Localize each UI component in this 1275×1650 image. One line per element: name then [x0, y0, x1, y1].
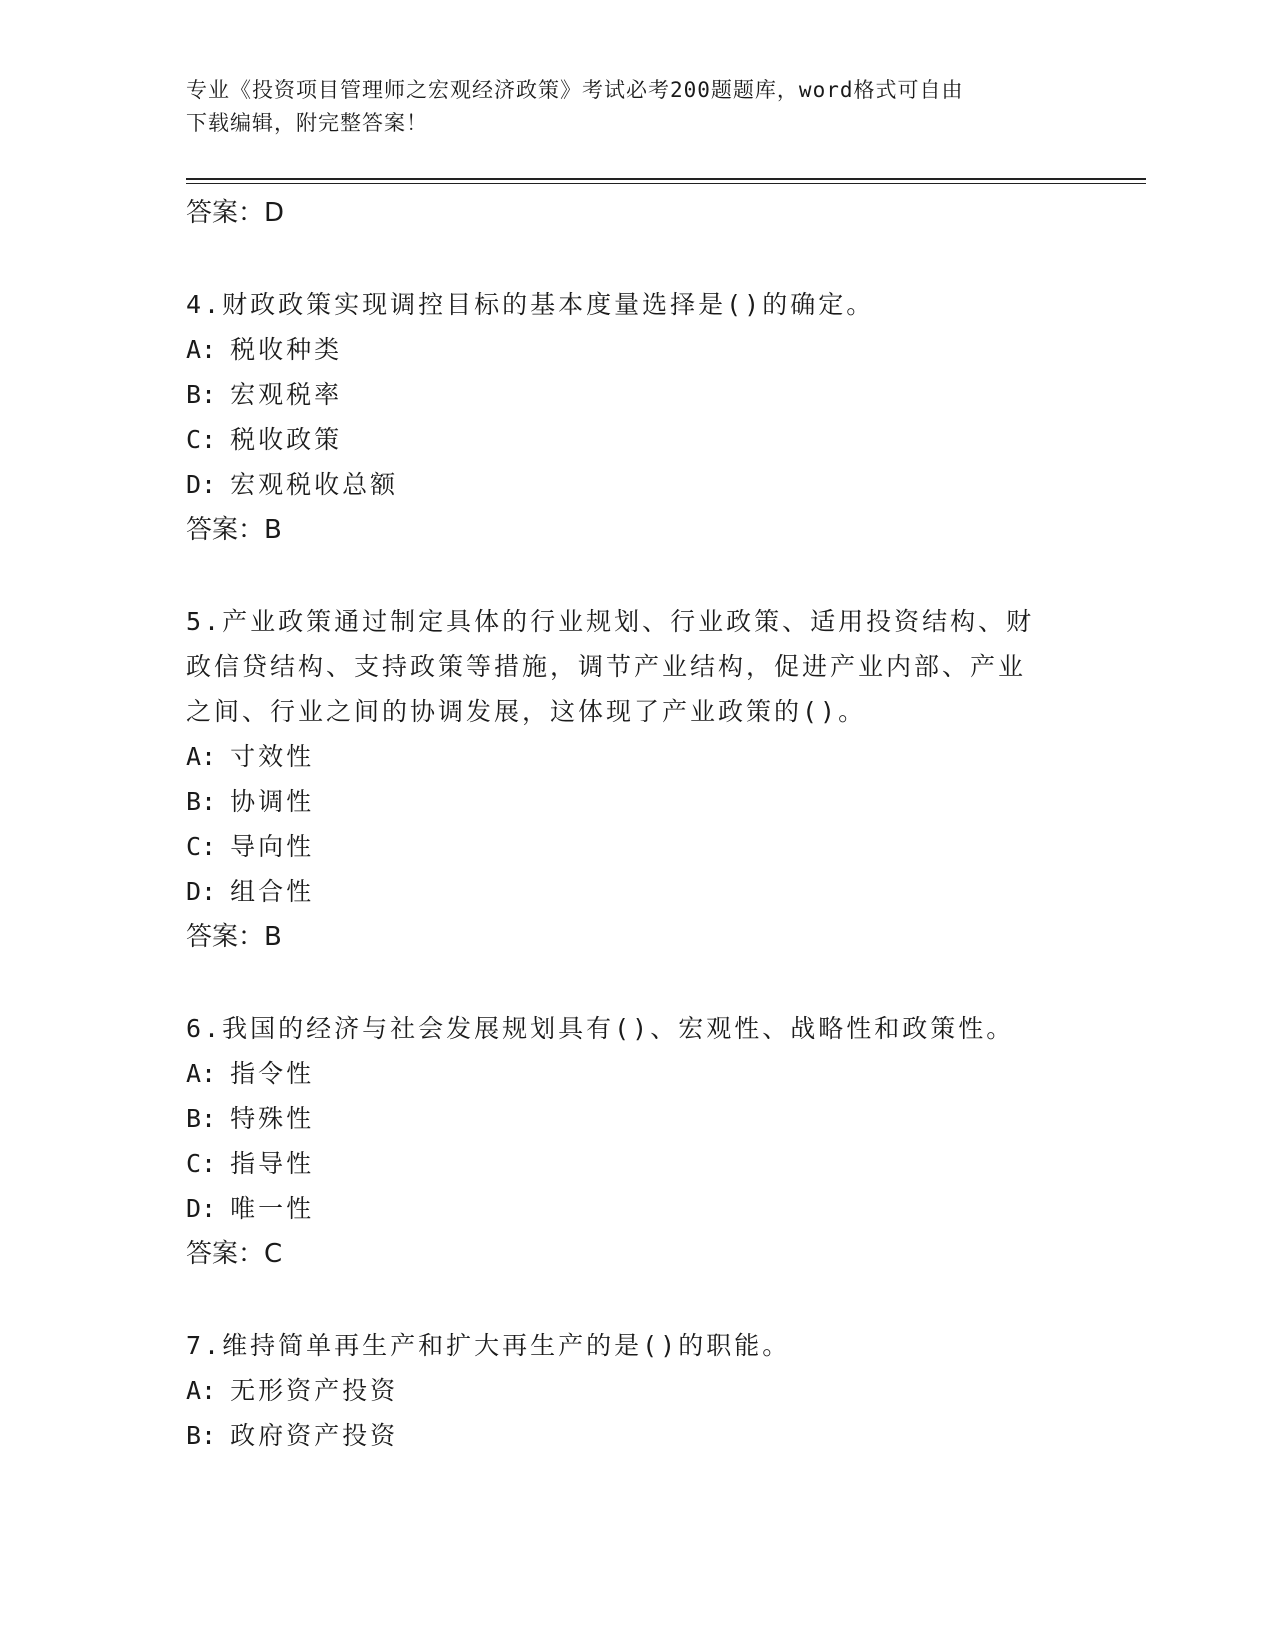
- document-header: [186, 74, 1066, 140]
- answer-line: [186, 914, 1086, 960]
- question-4-option-b: [186, 372, 1086, 417]
- option-text: 组合性: [230, 877, 315, 906]
- question-5-line-1: 5.产业政策通过制定具体的行业规划、行业政策、适用投资结构、财: [186, 607, 1035, 636]
- answer-value: C: [264, 1239, 283, 1269]
- question-5-option-d: [186, 869, 1086, 914]
- question-7-text: 7.维持简单再生产和扩大再生产的是()的职能。: [186, 1331, 791, 1360]
- option-text: 无形资产投资: [230, 1376, 399, 1405]
- question-4-option-a: [186, 327, 1086, 372]
- option-key: A:: [186, 742, 217, 771]
- option-text: 寸效性: [230, 742, 315, 771]
- header-line-1: 专业《投资项目管理师之宏观经济政策》考试必考200题题库，word格式可自由: [186, 78, 964, 102]
- option-key: A:: [186, 335, 217, 364]
- question-5-line-3: 之间、行业之间的协调发展，这体现了产业政策的()。: [186, 697, 867, 726]
- question-7-option-b: [186, 1413, 1086, 1458]
- option-key: A:: [186, 1376, 217, 1405]
- question-7-option-a: [186, 1368, 1086, 1413]
- option-key: C:: [186, 1149, 217, 1178]
- question-6-option-b: [186, 1096, 1086, 1141]
- question-5-text: [186, 599, 1086, 734]
- question-5-option-c: [186, 824, 1086, 869]
- option-key: B:: [186, 1421, 217, 1450]
- header-rule-thick: [186, 178, 1146, 180]
- header-line-2: 下载编辑，附完整答案！: [186, 111, 428, 135]
- option-text: 唯一性: [230, 1194, 315, 1223]
- option-key: C:: [186, 425, 217, 454]
- option-key: D:: [186, 1194, 217, 1223]
- answer-line: [186, 1231, 1086, 1277]
- option-key: C:: [186, 832, 217, 861]
- option-key: D:: [186, 470, 217, 499]
- option-text: 特殊性: [230, 1104, 315, 1133]
- option-text: 宏观税率: [230, 380, 343, 409]
- document-body: [186, 190, 1086, 1458]
- option-key: B:: [186, 380, 217, 409]
- answer-label: 答案：: [186, 198, 265, 228]
- question-6-option-c: [186, 1141, 1086, 1186]
- option-text: 导向性: [230, 832, 315, 861]
- option-text: 政府资产投资: [230, 1421, 399, 1450]
- answer-value: B: [264, 515, 282, 545]
- option-key: B:: [186, 1104, 217, 1133]
- question-5-line-2: 政信贷结构、支持政策等措施，调节产业结构，促进产业内部、产业: [186, 652, 1027, 681]
- header-rule-thin: [186, 183, 1146, 184]
- answer-line: [186, 507, 1086, 553]
- answer-value: D: [264, 198, 285, 228]
- question-5-option-b: [186, 779, 1086, 824]
- option-text: 指导性: [230, 1149, 315, 1178]
- option-text: 指令性: [230, 1059, 315, 1088]
- answer-label: 答案：: [186, 1239, 265, 1269]
- answer-value: B: [264, 922, 282, 952]
- answer-line: [186, 190, 1086, 236]
- option-key: D:: [186, 877, 217, 906]
- option-text: 税收种类: [230, 335, 343, 364]
- answer-label: 答案：: [186, 515, 265, 545]
- question-6-option-a: [186, 1051, 1086, 1096]
- answer-label: 答案：: [186, 922, 265, 952]
- option-text: 协调性: [230, 787, 315, 816]
- option-text: 税收政策: [230, 425, 343, 454]
- option-key: A:: [186, 1059, 217, 1088]
- question-6-text: 6.我国的经济与社会发展规划具有()、宏观性、战略性和政策性。: [186, 1014, 1015, 1043]
- question-4-option-c: [186, 417, 1086, 462]
- option-key: B:: [186, 787, 217, 816]
- question-5-option-a: [186, 734, 1086, 779]
- option-text: 宏观税收总额: [230, 470, 399, 499]
- question-4-option-d: [186, 462, 1086, 507]
- question-6-option-d: [186, 1186, 1086, 1231]
- question-4-text: 4.财政政策实现调控目标的基本度量选择是()的确定。: [186, 290, 875, 319]
